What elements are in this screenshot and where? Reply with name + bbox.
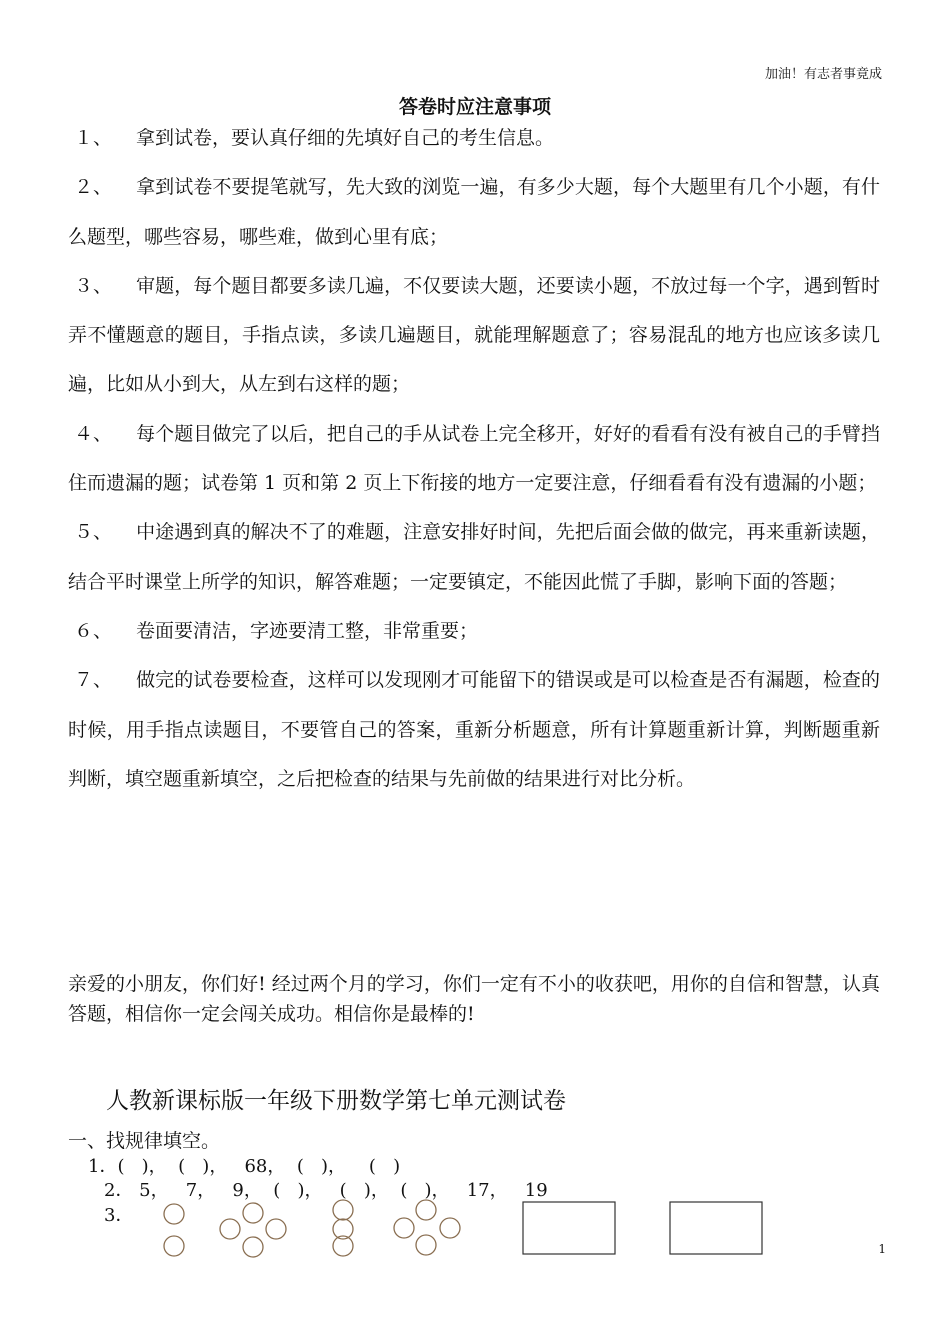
tip-text: 拿到试卷不要提笔就写，先大致的浏览一遍，有多少大题，每个大题里有几个小题，有什么题型，哪些容易，哪些难，做到心里有底； (68, 176, 880, 248)
tip-text: 做完的试卷要检查，这样可以发现刚才可能留下的错误或是可以检查是否有漏题，检查的时候，用手指点读题目，不要管自己的答案，重新分析题意，所有计算题重新计算，判断题重新判断，填空题重新填空，之后把检查的结果与先前做的结果进行对比分析。 (68, 669, 880, 790)
question-3: 3． (104, 1205, 134, 1226)
tip-text: 中途遇到真的解决不了的难题，注意安排好时间，先把后面会做的做完，再来重新读题，结合平时课堂上所学的知识，解答难题；一定要镇定，不能因此慌了手脚，影响下面的答题； (68, 521, 880, 593)
tip-text: 每个题目做完了以后，把自己的手从试卷上完全移开，好好的看看有没有被自己的手臂挡住而遗漏的题；试卷第 1 页和第 2 页上下衔接的地方一定要注意，仔细看看有没有遗漏的小题； (68, 422, 880, 495)
question-2: 2． 5， 7， 9， ( )， ( )， ( )， 17， 19 (104, 1180, 548, 1201)
tip-text: 审题，每个题目都要多读几遍，不仅要读大题，还要读小题，不放过每一个字，遇到暂时弄不懂题意的题目，手指点读，多读几遍题目，就能理解题意了；容易混乱的地方也应该多读几遍，比如从小到大，从左到右这样的题； (68, 274, 880, 396)
header-motto: 加油！有志者事竟成 (764, 67, 882, 82)
pattern-circle (243, 1203, 263, 1223)
answer-box (523, 1202, 615, 1254)
pattern-circle (220, 1219, 240, 1239)
pattern-circle (164, 1204, 184, 1224)
tip-number: １、 (74, 127, 113, 149)
tip-text: 卷面要清洁，字迹要清工整，非常重要； (136, 619, 479, 642)
tip-number: ６、 (74, 619, 113, 642)
pattern-circle (440, 1218, 460, 1238)
page-number: 1 (878, 1242, 886, 1256)
tip-number: ３、 (74, 274, 113, 297)
pattern-circle (266, 1219, 286, 1239)
tip-text: 拿到试卷，要认真仔细的先填好自己的考生信息。 (136, 127, 555, 149)
tip-number: ４、 (74, 422, 113, 445)
pattern-circle (416, 1235, 436, 1255)
question-1: 1．( )， ( )， 68， ( )， ( ) (88, 1156, 401, 1177)
tip-number: ２、 (74, 176, 113, 199)
encouragement-paragraph: 亲爱的小朋友，你们好! 经过两个月的学习，你们一定有不小的收获吧，用你的自信和智慧，认真答题，相信你一定会闯关成功。相信你是最棒的! (68, 973, 880, 1025)
page-title: 答卷时应注意事项 (398, 96, 551, 118)
section-heading: 一、找规律填空。 (68, 1130, 221, 1152)
pattern-circle (416, 1200, 436, 1220)
tip-number: ７、 (74, 669, 113, 692)
pattern-circle (394, 1218, 414, 1238)
test-title: 人教新课标版一年级下册数学第七单元测试卷 (106, 1088, 566, 1114)
pattern-circle (243, 1237, 263, 1257)
tip-number: ５、 (74, 521, 113, 544)
answer-box (670, 1202, 762, 1254)
pattern-circle (164, 1236, 184, 1256)
pattern-circle (333, 1200, 353, 1220)
